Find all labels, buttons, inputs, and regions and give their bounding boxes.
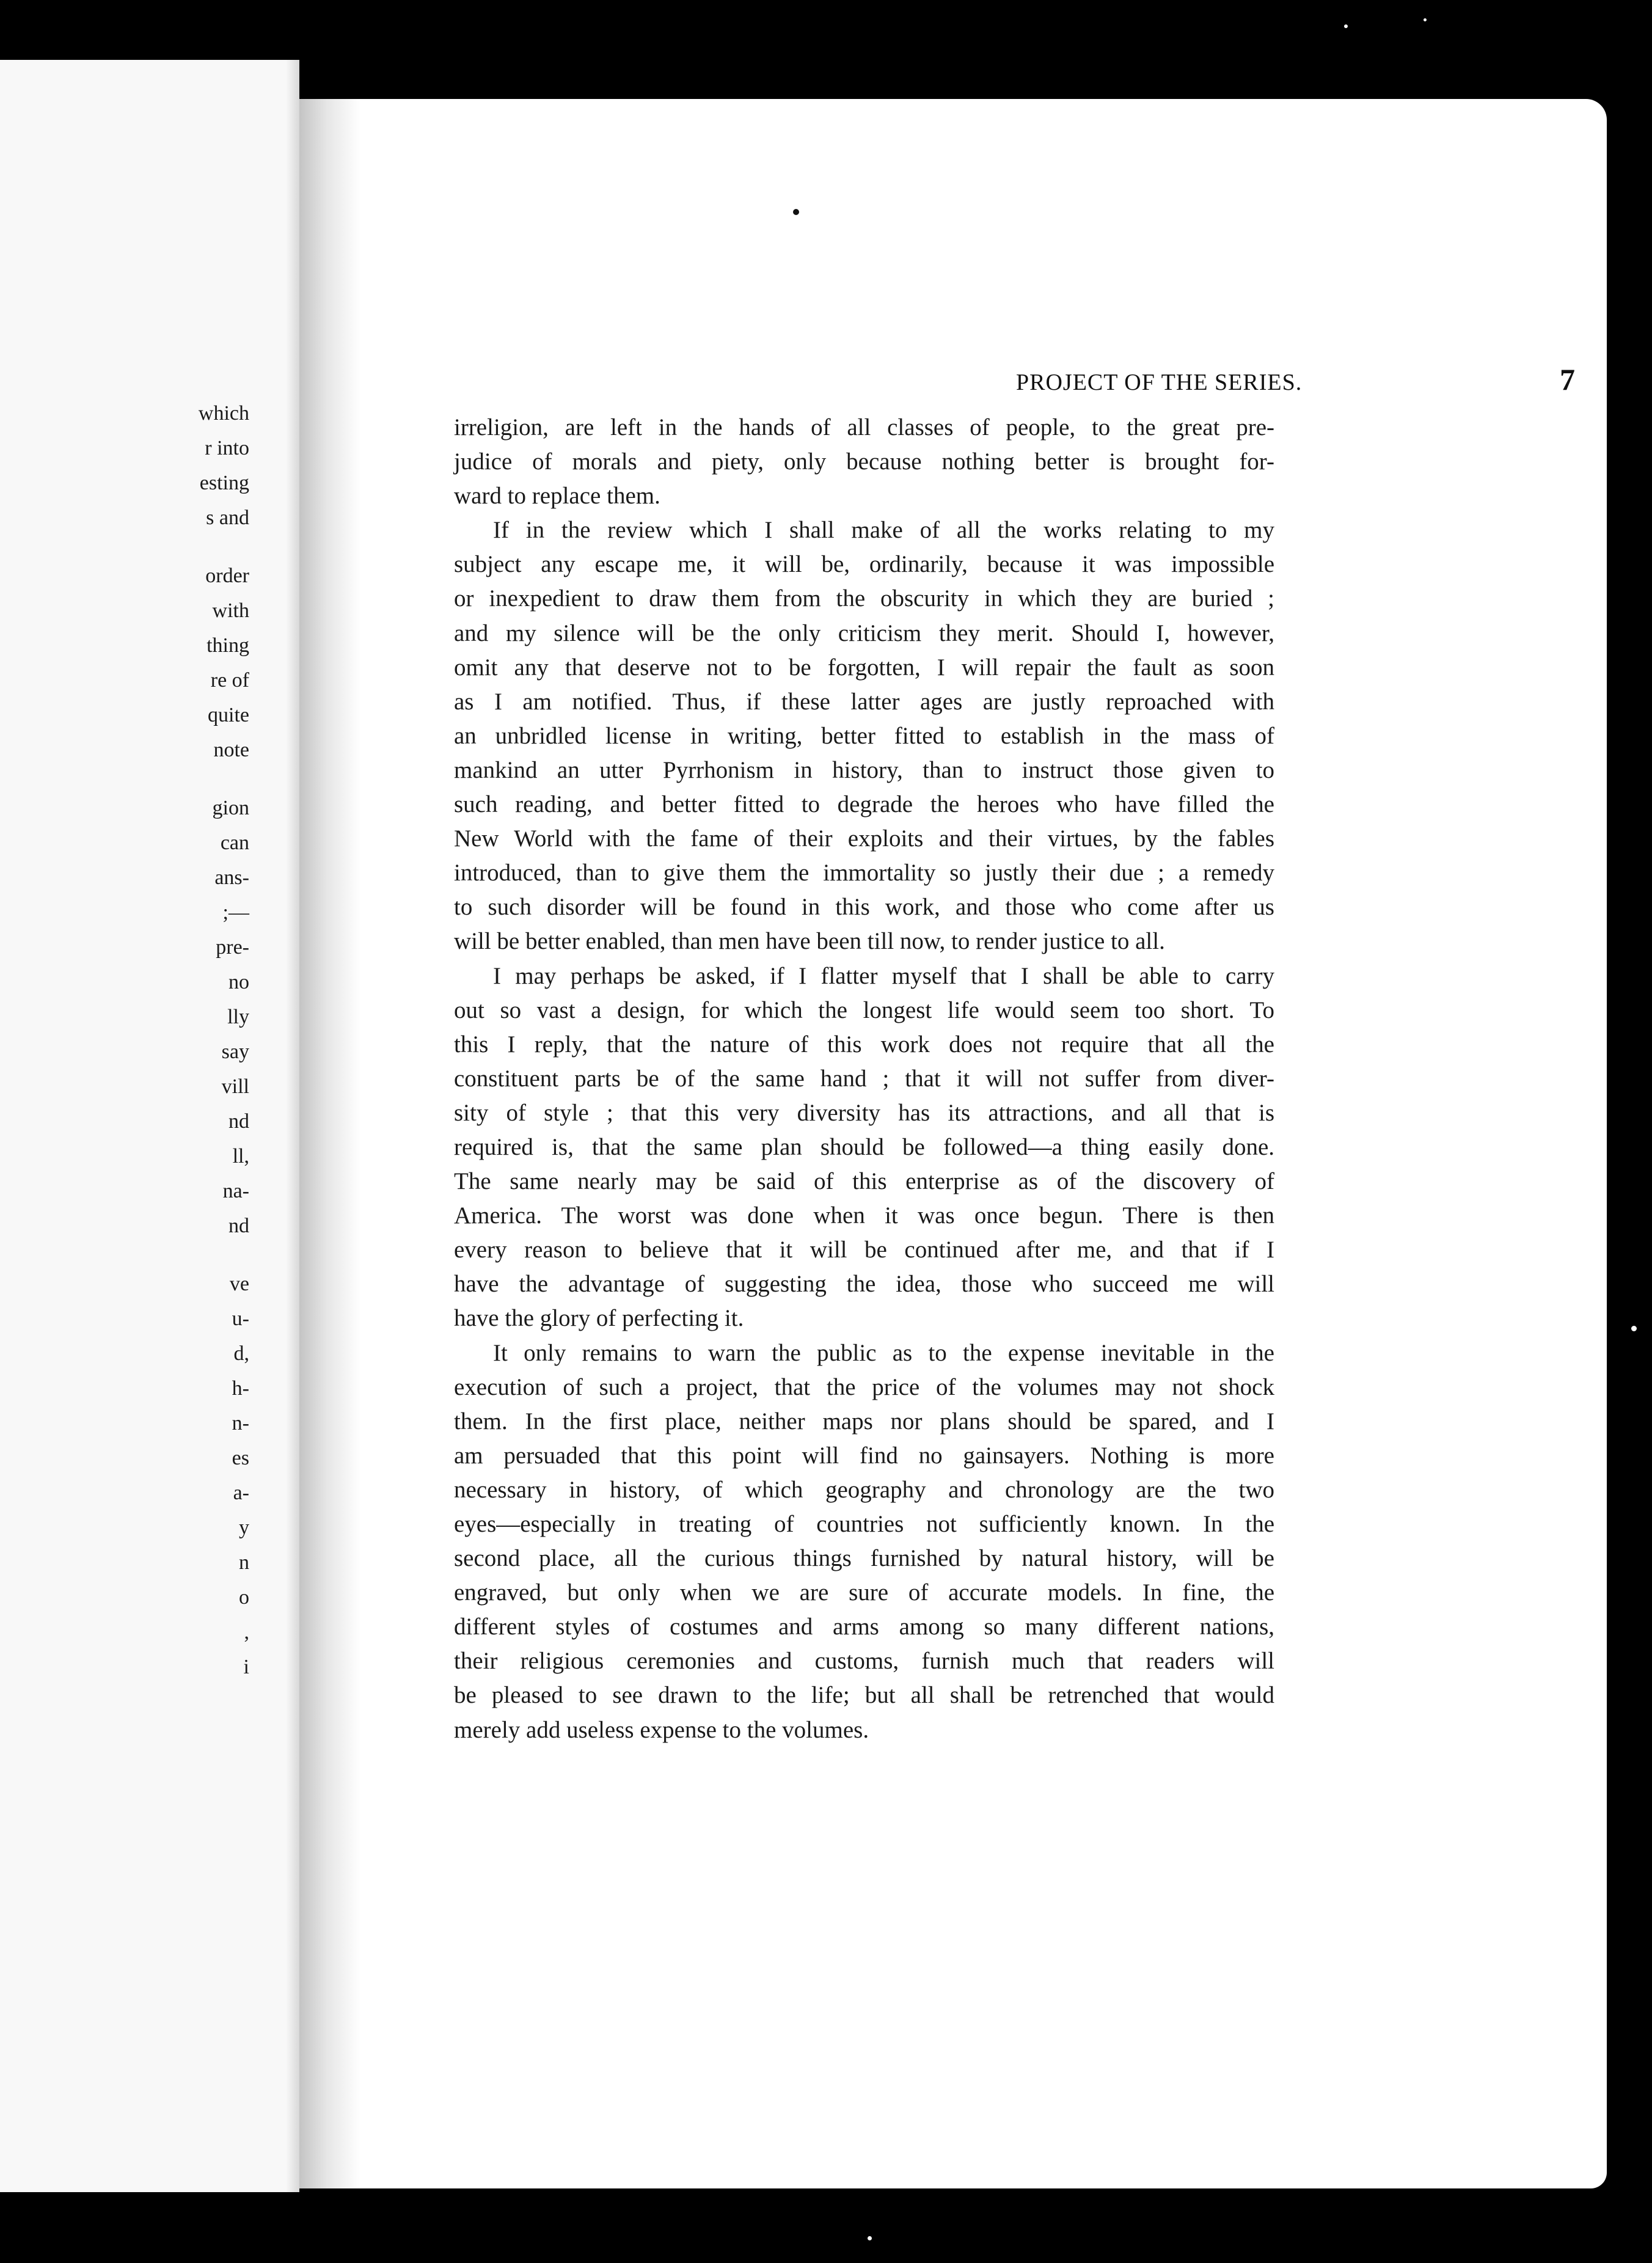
page-number: 7: [1560, 362, 1575, 397]
text-line: necessary in history, of which geography and chronology are the two: [454, 1476, 1274, 1503]
text-line: second place, all the curious things furnished by natural history, will be: [454, 1545, 1274, 1572]
left-page-fragment: y: [239, 1516, 249, 1539]
paragraph: [454, 513, 1274, 959]
left-page-gap: [66, 767, 249, 791]
left-page-fragment: nd: [228, 1215, 249, 1237]
page-header: [717, 362, 1584, 400]
text-line: subject any escape me, it will be, ordinarily, because it was impossible: [454, 551, 1274, 578]
left-page-fragment: quite: [208, 704, 249, 726]
left-page-fragment: which: [198, 402, 249, 425]
text-line: different styles of costumes and arms among so many different nations,: [454, 1614, 1274, 1640]
text-line: judice of morals and piety, only because nothing better is brought for-: [454, 448, 1274, 475]
text-line: or inexpedient to draw them from the obscurity in which they are buried ;: [454, 585, 1274, 612]
left-page-shadow: [286, 60, 299, 2192]
left-page-fragment: re of: [210, 669, 249, 692]
text-line: execution of such a project, that the price of the volumes may not shock: [454, 1373, 1274, 1400]
text-line: ward to replace them.: [454, 483, 660, 510]
left-page-fragment: h-: [232, 1377, 249, 1400]
left-page-fragment: vill: [221, 1075, 249, 1098]
text-line: every reason to believe that it will be continued after me, and that if I: [454, 1237, 1274, 1263]
text-line: The same nearly may be said of this enterprise as of the discovery of: [454, 1168, 1274, 1195]
left-page-fragment: note: [213, 739, 249, 761]
text-line: as I am notified. Thus, if these latter ages are justly reproached with: [454, 688, 1274, 715]
text-line: such reading, and better fitted to degrade the heroes who have filled the: [454, 791, 1274, 818]
text-line: New World with the fame of their exploits and their virtues, by the fables: [454, 825, 1274, 852]
left-page-fragment: a-: [233, 1482, 249, 1504]
text-line: required is, that the same plan should be followed—a thing easily done.: [454, 1133, 1274, 1160]
scan-speck: [1424, 18, 1427, 21]
left-page-fragment: es: [232, 1447, 249, 1469]
text-line: mankind an utter Pyrrhonism in history, than to instruct those given to: [454, 756, 1274, 783]
left-page-fragment: nd: [228, 1110, 249, 1133]
left-page-fragment: ve: [229, 1273, 249, 1295]
left-page-fragment: ans-: [214, 866, 249, 889]
scan-speck: [1631, 1326, 1637, 1331]
text-line: sity of style ; that this very diversity has its attractions, and all that is: [454, 1099, 1274, 1126]
left-page-fragment: order: [205, 565, 249, 587]
text-line: to such disorder will be found in this work, and those who come after us: [454, 894, 1274, 921]
paragraph: [454, 411, 1274, 513]
scan-speck: [868, 2236, 872, 2240]
left-page-fragment: pre-: [216, 936, 249, 959]
left-page-fragment: u-: [232, 1307, 249, 1330]
left-page-fragment: ;—: [222, 901, 249, 924]
text-line: engraved, but only when we are sure of accurate models. In fine, the: [454, 1579, 1274, 1606]
left-page-fragment: ll,: [232, 1145, 249, 1168]
left-page-gap: [66, 535, 249, 558]
left-page-fragment: n-: [232, 1412, 249, 1435]
text-line: have the advantage of suggesting the idea, those who succeed me will: [454, 1271, 1274, 1298]
text-line: If in the review which I shall make of all the works relating to my: [493, 517, 1274, 544]
text-line: omit any that deserve not to be forgotten, I will repair the fault as soon: [454, 654, 1274, 681]
body-text: [454, 411, 1274, 1747]
text-line: I may perhaps be asked, if I flatter myself that I shall be able to carry: [493, 962, 1274, 989]
left-page-fragment: o: [239, 1586, 249, 1609]
text-line: and my silence will be the only criticism they merit. Should I, however,: [454, 620, 1274, 646]
text-line: am persuaded that this point will find no gainsayers. Nothing is more: [454, 1442, 1274, 1469]
text-line: irreligion, are left in the hands of all classes of people, to the great pre-: [454, 414, 1274, 441]
text-line: constituent parts be of the same hand ; that it will not suffer from diver-: [454, 1065, 1274, 1092]
left-page-fragment: with: [212, 599, 249, 622]
left-page-fragment: d,: [233, 1342, 249, 1365]
left-page-fragment: no: [228, 971, 249, 993]
text-line: be pleased to see drawn to the life; but all shall be retrenched that would: [454, 1682, 1274, 1709]
left-page-fragment: lly: [227, 1006, 249, 1028]
text-line: have the glory of perfecting it.: [454, 1305, 744, 1332]
left-page-fragment: n: [239, 1551, 249, 1574]
text-line: will be better enabled, than men have been till now, to render justice to all.: [454, 928, 1165, 955]
book-page: [299, 99, 1607, 2188]
paragraph: [454, 959, 1274, 1336]
text-line: an unbridled license in writing, better fitted to establish in the mass of: [454, 722, 1274, 749]
left-page-edge: [0, 60, 299, 2192]
left-page-fragment: gion: [212, 797, 249, 819]
text-line: this I reply, that the nature of this work does not require that all the: [454, 1031, 1274, 1058]
gutter-shadow: [299, 99, 360, 2188]
left-page-fragment: s and: [206, 506, 249, 529]
text-line: It only remains to warn the public as to the expense inevitable in the: [493, 1339, 1274, 1366]
left-page-fragment: can: [220, 832, 249, 854]
text-line: them. In the first place, neither maps nor plans should be spared, and I: [454, 1408, 1274, 1435]
text-line: eyes—especially in treating of countries not sufficiently known. In the: [454, 1511, 1274, 1537]
paragraph: [454, 1336, 1274, 1747]
text-line: introduced, than to give them the immortality so justly their due ; a remedy: [454, 860, 1274, 887]
running-head: PROJECT OF THE SERIES.: [1016, 370, 1303, 395]
left-page-gap: [66, 1243, 249, 1267]
left-page-fragment: na-: [222, 1180, 249, 1202]
scan-speck: [1344, 24, 1348, 28]
left-page-fragment: r into: [205, 437, 249, 459]
left-page-fragment: ,: [244, 1621, 249, 1643]
text-line: their religious ceremonies and customs, furnish much that readers will: [454, 1648, 1274, 1675]
text-line: merely add useless expense to the volumes.: [454, 1716, 869, 1743]
text-line: out so vast a design, for which the longest life would seem too short. To: [454, 996, 1274, 1023]
page-speck: [793, 209, 799, 215]
left-page-fragment: thing: [206, 634, 249, 657]
left-page-fragment: say: [221, 1040, 249, 1063]
left-page-fragment: esting: [199, 472, 249, 494]
left-page-text: [66, 396, 249, 1684]
left-page-fragment: i: [243, 1656, 249, 1678]
text-line: America. The worst was done when it was once begun. There is then: [454, 1202, 1274, 1229]
